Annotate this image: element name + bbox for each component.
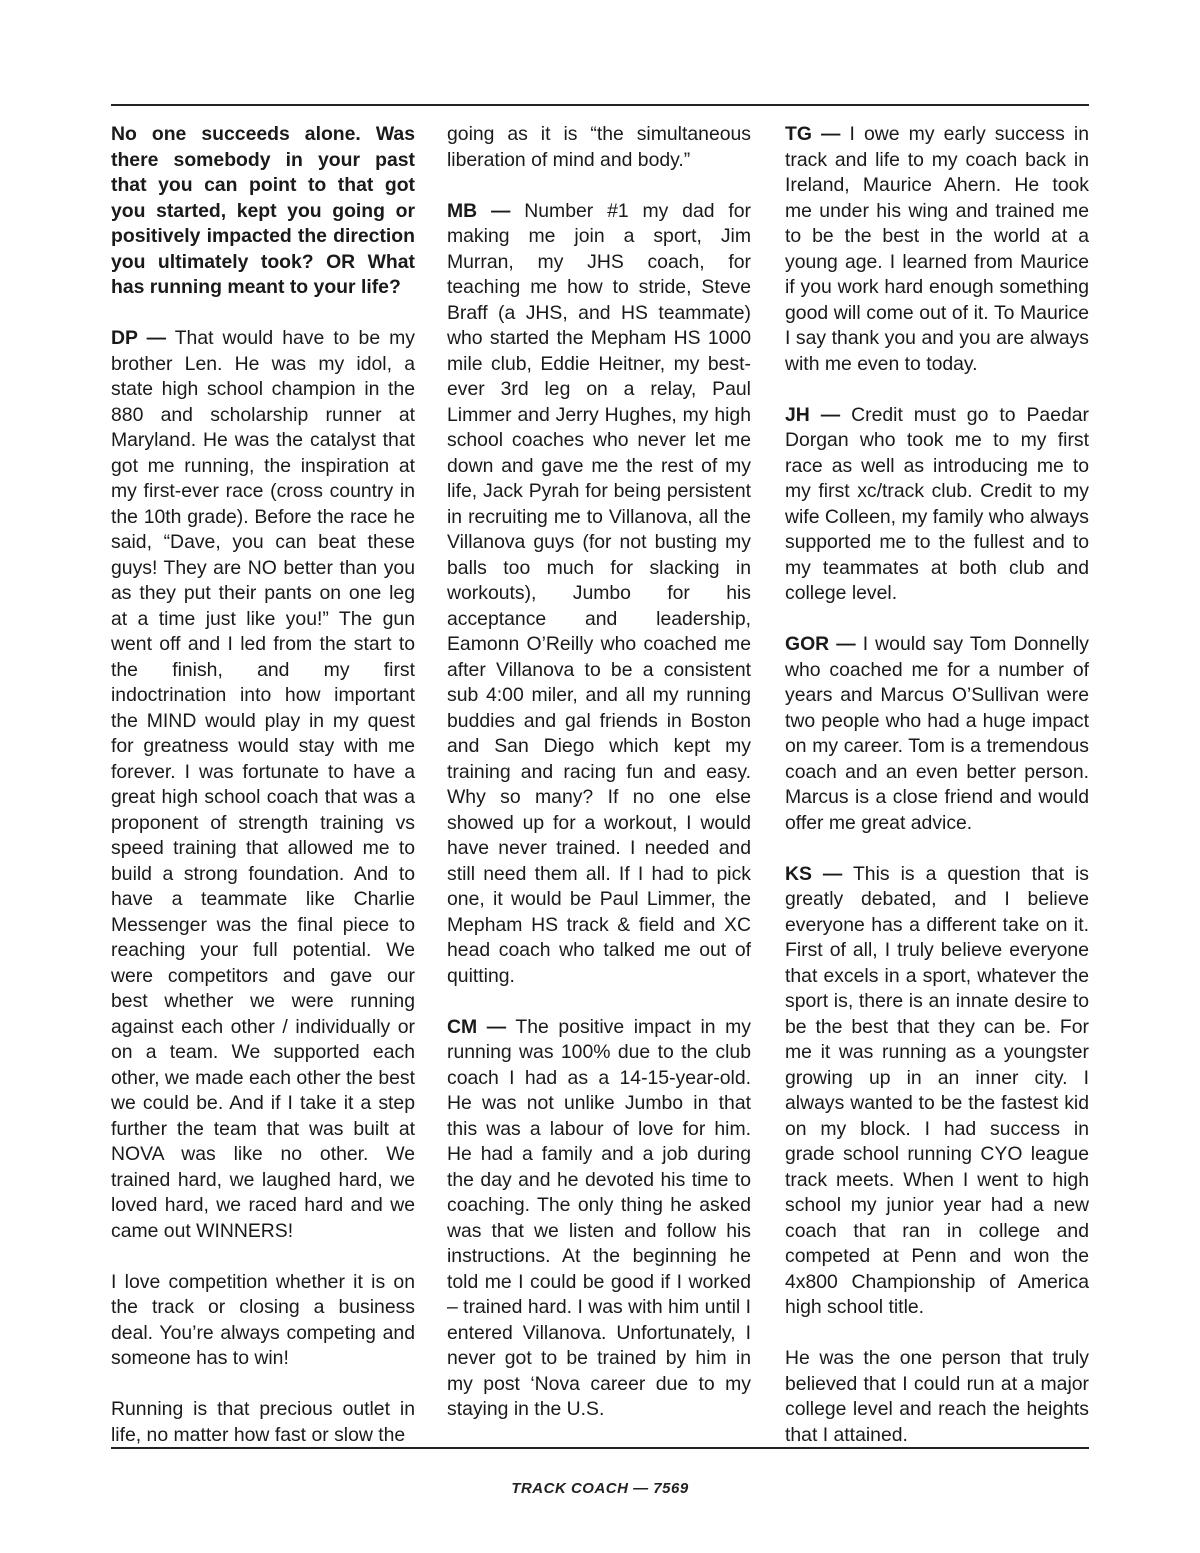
answer-dp <box>111 326 415 1244</box>
answer-gor-text: I would say Tom Donnelly who coached me for a number of years and Marcus O’Sullivan were two people who had a huge impact on my career. Tom is a tremendous coach and an even better person. Marcus is a close friend and would offer me great advice. <box>785 633 1089 834</box>
answer-cm-text: The positive impact in my running was 100% due to the club coach I had as a 14-15-year-old. He was not unlike Jumbo in that this was a labour of love for him. He had a family and a job during the day and he devoted his time to coaching. The only thing he asked was that we listen and follow his instructions. At the beginning he told me I could be good if I worked – trained hard. I was with him until I entered Villanova. Unfortunately, I never got to be trained by him in my post ‘Nova career due to my staying in the U.S. <box>447 1015 751 1420</box>
speaker-gor: GOR — <box>785 633 856 655</box>
speaker-ks: KS — <box>785 862 843 885</box>
column-2 <box>447 122 751 1423</box>
answer-jh <box>785 403 1089 607</box>
paragraph-running-outlet: Running is that precious outlet in life, no matter how fast or slow the <box>111 1398 415 1446</box>
answer-tg <box>785 122 1089 377</box>
answer-jh-text: Credit must go to Paedar Dorgan who took me to my first race as well as introducing me to my first xc/track club. Credit to my wife Colleen, my family who always supported me to the fullest and to my teammates at both club and college level. <box>785 403 1089 604</box>
answer-dp-text: That would have to be my brother Len. He was my idol, a state high school champion in the 880 and scholarship runner at Maryland. He was the catalyst that got me running, the inspiration at my first-ever race (cross country in the 10th grade). Before the race he said, “Dave, you can beat these guys! They are NO better than you as they put their pants on one leg at a time just like you!” The gun went off and I led from the start to the finish, and my first indoctrination into how important the MIND would play in my quest for greatness would stay with me forever. I was fortunate to have a great high school coach that was a proponent of strength training vs speed training that allowed me to build a strong foundation. And to have a teammate like Charlie Messenger was the final piece to reaching your full potential. We were competitors and gave our best whether we were running against each other / individually or on a team. We supported each other, we made each other the best we could be. And if I take it a step further the team that was built at NOVA was like no other. We trained hard, we laughed hard, we loved hard, we raced hard and we came out WINNERS! <box>111 327 415 1242</box>
speaker-tg: TG — <box>785 123 841 145</box>
top-rule <box>111 104 1089 106</box>
speaker-dp: DP — <box>111 327 167 349</box>
paragraph-ks-continued: He was the one person that truly believed that I could run at a major college level and reach the heights that I attained. <box>785 1347 1089 1446</box>
paragraph-competition: I love competition whether it is on the track or closing a business deal. You’re always competing and someone has to win! <box>111 1270 415 1369</box>
speaker-cm: CM — <box>447 1015 507 1038</box>
paragraph-continued: going as it is “the simultaneous liberation of mind and body.” <box>447 123 751 171</box>
speaker-mb: MB — <box>447 199 511 222</box>
answer-gor <box>785 632 1089 836</box>
page-footer: TRACK COACH — 7569 <box>511 1480 689 1497</box>
interview-question: No one succeeds alone. Was there somebody in your past that you can point to that got you started, kept you going or positively impacted the direction you ultimately took? OR What has running meant to your life? <box>111 123 415 298</box>
answer-cm <box>447 1015 751 1423</box>
answer-ks <box>785 862 1089 1321</box>
answer-tg-text: I owe my early success in track and life to my coach back in Ireland, Maurice Ahern. He took me under his wing and trained me to be the best in the world at a young age. I learned from Maurice if you work hard enough something good will come out of it. To Maurice I say thank you and you are always with me even to today. <box>785 123 1089 375</box>
column-3 <box>785 122 1089 1448</box>
speaker-jh: JH — <box>785 403 841 426</box>
answer-mb-text: Number #1 my dad for making me join a sport, Jim Murran, my JHS coach, for teaching me how to stride, Steve Braff (a JHS, and HS teammate) who started the Mepham HS 1000 mile club, Eddie Heitner, my best-ever 3rd leg on a relay, Paul Limmer and Jerry Hughes, my high school coaches who never let me down and gave me the rest of my life, Jack Pyrah for being persistent in recruiting me to Villanova, all the Villanova guys (for not busting my balls too much for slacking in workouts), Jumbo for his acceptance and leadership, Eamonn O’Reilly who coached me after Villanova to be a consistent sub 4:00 miler, and all my running buddies and gal friends in Boston and San Diego which kept my training and racing fun and easy. Why so many? If no one else showed up for a workout, I would have never trained. I needed and still need them all. If I had to pick one, it would be Paul Limmer, the Mepham HS track & field and XC head coach who talked me out of quitting. <box>447 199 751 987</box>
bottom-rule <box>111 1447 1089 1449</box>
answer-mb <box>447 199 751 990</box>
answer-ks-text: This is a question that is greatly debated, and I believe everyone has a different take on it. First of all, I truly believe everyone that excels in a sport, whatever the sport is, there is an innate desire to be the best that they can be. For me it was running as a youngster growing up in an inner city. I always wanted to be the fastest kid on my block. I had success in grade school running CYO league track meets. When I went to high school my junior year had a new coach that ran in college and competed at Penn and won the 4x800 Championship of America high school title. <box>785 862 1089 1318</box>
column-1 <box>111 122 415 1448</box>
